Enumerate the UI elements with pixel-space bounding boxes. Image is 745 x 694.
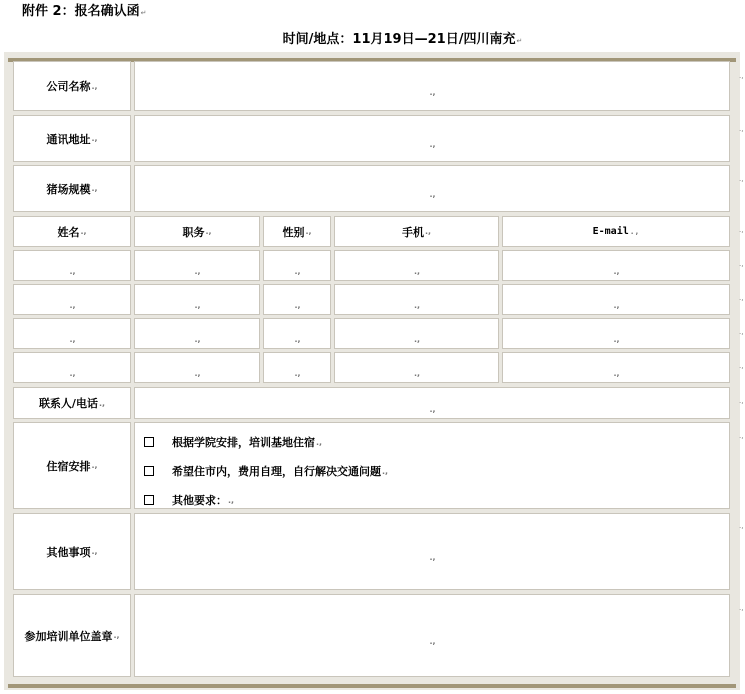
row-end-mark: .,	[739, 72, 744, 80]
attendee-position-cell[interactable]: .,	[134, 318, 260, 349]
attendee-position-cell[interactable]: .,	[134, 250, 260, 281]
row-end-mark: .,	[739, 294, 744, 302]
column-header-mobile: 手机 .,	[334, 216, 499, 247]
other-matters-label: 其他事项 .,	[13, 513, 131, 590]
accommodation-option-base[interactable]: 根据学院安排，培训基地住宿 .,	[144, 434, 322, 450]
attendee-gender-cell[interactable]: .,	[263, 250, 331, 281]
row-end-mark: .,	[739, 522, 744, 530]
row-end-mark: .,	[739, 260, 744, 268]
row-end-mark: .,	[739, 432, 744, 440]
contact-label: 联系人/电话 .,	[13, 387, 131, 419]
accommodation-label: 住宿安排 .,	[13, 422, 131, 509]
accommodation-option-city[interactable]: 希望住市内，费用自理，自行解决交通问题 .,	[144, 463, 388, 479]
attendee-name-cell[interactable]: .,	[13, 250, 131, 281]
row-end-mark: .,	[739, 397, 744, 405]
attendee-email-cell[interactable]: .,	[502, 284, 730, 315]
attendee-email-cell[interactable]: .,	[502, 352, 730, 383]
column-header-gender: 性别 .,	[263, 216, 331, 247]
attendee-gender-cell[interactable]: .,	[263, 352, 331, 383]
column-header-name: 姓名 .,	[13, 216, 131, 247]
attendee-email-cell[interactable]: .,	[502, 250, 730, 281]
column-header-position: 职务 .,	[134, 216, 260, 247]
attendee-mobile-cell[interactable]: .,	[334, 318, 499, 349]
farm-scale-label: 猪场规模 .,	[13, 165, 131, 212]
row-end-mark: .,	[739, 328, 744, 336]
row-end-mark: .,	[739, 604, 744, 612]
row-end-mark: .,	[739, 125, 744, 133]
company-name-field[interactable]: .,	[134, 61, 730, 111]
attendee-mobile-cell[interactable]: .,	[334, 250, 499, 281]
checkbox[interactable]	[144, 437, 154, 447]
address-label: 通讯地址 .,	[13, 115, 131, 162]
accommodation-option-other[interactable]: 其他要求： .,	[144, 492, 234, 508]
unit-stamp-label: 参加培训单位盖章 .,	[13, 594, 131, 677]
attendee-position-cell[interactable]: .,	[134, 284, 260, 315]
attendee-gender-cell[interactable]: .,	[263, 318, 331, 349]
checkbox[interactable]	[144, 495, 154, 505]
other-matters-field[interactable]: .,	[134, 513, 730, 590]
attendee-mobile-cell[interactable]: .,	[334, 284, 499, 315]
company-name-label: 公司名称 .,	[13, 61, 131, 111]
attendee-gender-cell[interactable]: .,	[263, 284, 331, 315]
attendee-email-cell[interactable]: .,	[502, 318, 730, 349]
row-end-mark: .,	[739, 226, 744, 234]
row-end-mark: .,	[739, 362, 744, 370]
document-heading: 附件 2：报名确认函↵	[22, 4, 147, 19]
row-end-mark: .,	[739, 175, 744, 183]
event-time-location: 时间/地点：11月19日—21日/四川南充↵	[282, 32, 523, 47]
attendee-name-cell[interactable]: .,	[13, 352, 131, 383]
farm-scale-field[interactable]: .,	[134, 165, 730, 212]
attendee-name-cell[interactable]: .,	[13, 284, 131, 315]
attendee-position-cell[interactable]: .,	[134, 352, 260, 383]
attendee-name-cell[interactable]: .,	[13, 318, 131, 349]
attendee-mobile-cell[interactable]: .,	[334, 352, 499, 383]
checkbox[interactable]	[144, 466, 154, 476]
column-header-email: E-mail .,	[502, 216, 730, 247]
contact-field[interactable]: .,	[134, 387, 730, 419]
address-field[interactable]: .,	[134, 115, 730, 162]
unit-stamp-field[interactable]: .,	[134, 594, 730, 677]
